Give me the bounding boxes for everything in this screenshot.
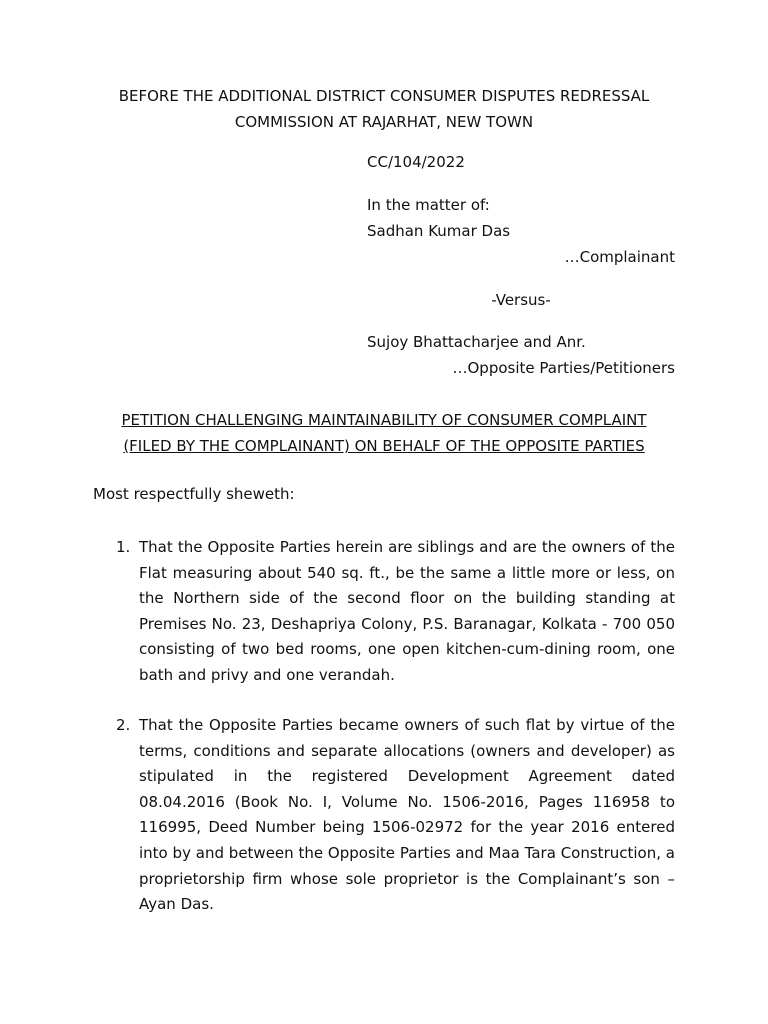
petition-title [93,407,675,459]
matter-intro: In the matter of: [367,196,490,214]
complainant-role: …Complainant [564,248,675,266]
numbered-paragraphs-2 [93,713,675,918]
case-number: CC/104/2022 [367,153,465,171]
court-heading-line-2: COMMISSION AT RAJARHAT, NEW TOWN [234,113,534,131]
court-heading [93,83,675,135]
paragraph-1 [93,535,675,689]
court-heading-line-1: BEFORE THE ADDITIONAL DISTRICT CONSUMER DISPUTES REDRESSAL [118,87,650,105]
paragraph-1-text: That the Opposite Parties herein are siblings and are the owners of the Flat measuring about 540 sq. ft., be the same a little more or less, on the Northern side of the second floor on the building standing at Premises No. 23, Deshapriya Colony, P.S. Baranagar, Kolkata - 700 050 consisting of two bed rooms, one open kitchen-cum-dining room, one bath and privy and one verandah. [139,538,675,684]
paragraph-2-number: 2. [116,716,131,734]
versus-label: -Versus- [491,291,551,309]
paragraph-2 [93,713,675,918]
petition-title-line-2: (FILED BY THE COMPLAINANT) ON BEHALF OF THE OPPOSITE PARTIES [123,437,645,455]
opposite-party-role: …Opposite Parties/Petitioners [452,359,675,377]
petition-title-line-1: PETITION CHALLENGING MAINTAINABILITY OF CONSUMER COMPLAINT [121,411,647,429]
numbered-paragraphs-1 [93,535,675,689]
paragraph-2-text: That the Opposite Parties became owners of such flat by virtue of the terms, conditions and separate allocations (owners and developer) as stipulated in the registered Development Agreement dated 08.04.2016 (Book No. I, Volume No. 1506-2016, Pages 116958 to 116995, Deed Number being 1506-02972 for the year 2016 entered into by and between the Opposite Parties and Maa Tara Construction, a proprietorship firm whose sole proprietor is the Complainant’s son – Ayan Das. [139,716,675,914]
greeting: Most respectfully sheweth: [93,485,295,503]
complainant-name: Sadhan Kumar Das [367,222,511,240]
paragraph-1-number: 1. [116,538,131,556]
opposite-party-name: Sujoy Bhattacharjee and Anr. [367,333,586,351]
